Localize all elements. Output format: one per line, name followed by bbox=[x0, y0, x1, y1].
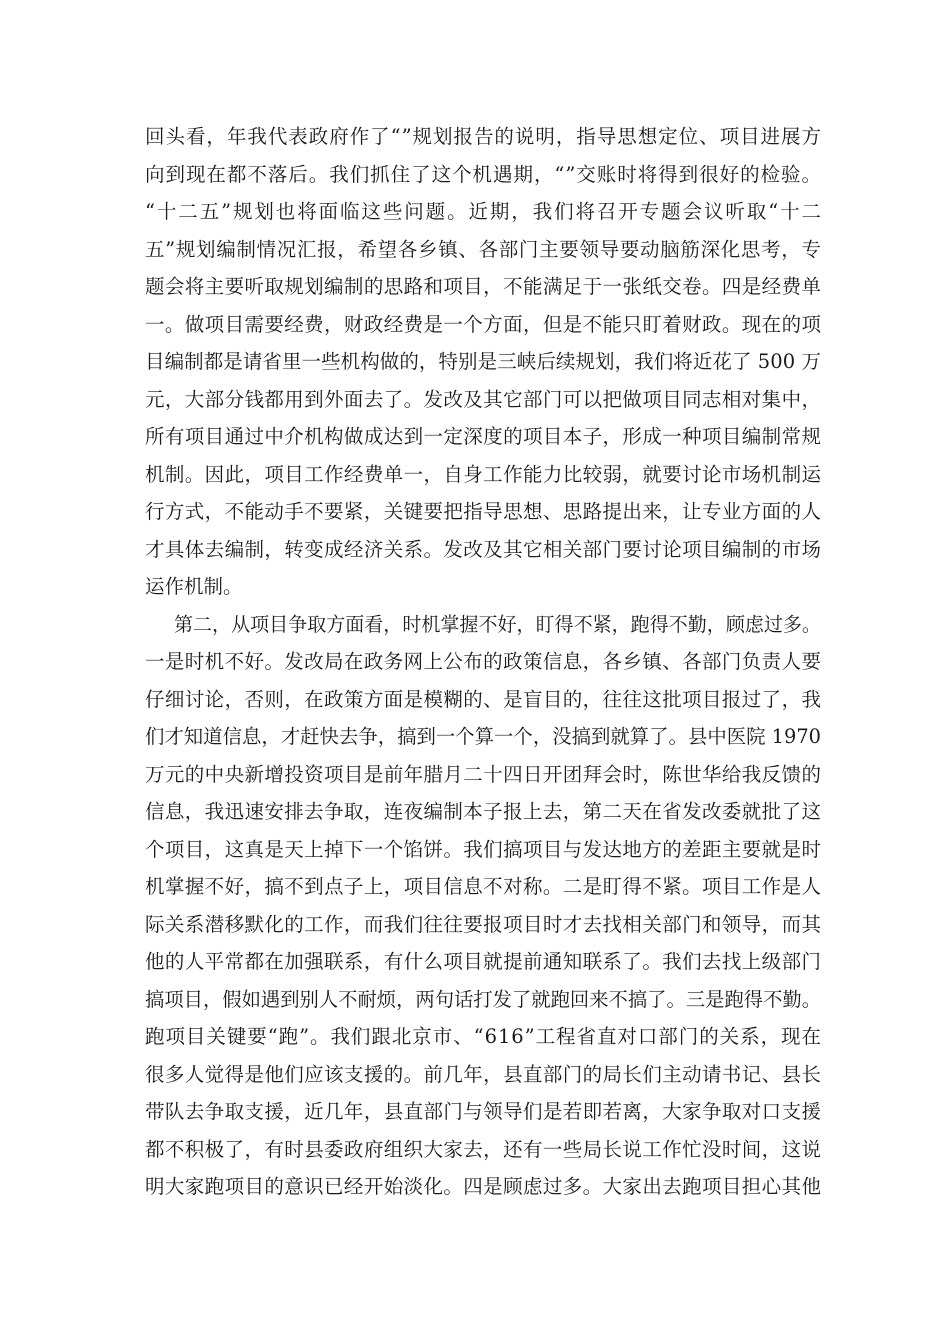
text-line: 运作机制。 bbox=[145, 575, 243, 598]
text-line: 跑项目关键要“跑”。我们跟北京市、“616”工程省直对口部门的关系，现在 bbox=[145, 1025, 822, 1048]
text-line: 一是时机不好。发改局在政务网上公布的政策信息，各乡镇、各部门负责人要 bbox=[145, 650, 822, 673]
text-line: 很多人觉得是他们应该支援的。前几年，县直部门的局长们主动请书记、县长 bbox=[145, 1062, 822, 1086]
text-line: 题会将主要听取规划编制的思路和项目，不能满足于一张纸交卷。四是经费单 bbox=[145, 275, 822, 298]
text-line: 所有项目通过中介机构做成达到一定深度的项目本子，形成一种项目编制常规 bbox=[145, 425, 822, 448]
text-line: 元，大部分钱都用到外面去了。发改及其它部门可以把做项目同志相对集中， bbox=[145, 387, 822, 411]
text-line: 带队去争取支援，近几年，县直部门与领导们是若即若离，大家争取对口支援 bbox=[145, 1100, 822, 1123]
text-line: 一。做项目需要经费，财政经费是一个方面，但是不能只盯着财政。现在的项 bbox=[145, 312, 822, 336]
text-line: 他的人平常都在加强联系，有什么项目就提前通知联系了。我们去找上级部门 bbox=[145, 950, 822, 973]
text-line: 个项目，这真是天上掉下一个馅饼。我们搞项目与发达地方的差距主要就是时 bbox=[145, 837, 822, 861]
text-line: 仔细讨论，否则，在政策方面是模糊的、是盲目的，往往这批项目报过了，我 bbox=[145, 687, 822, 711]
text-line: 目编制都是请省里一些机构做的，特别是三峡后续规划，我们将近花了 500 万 bbox=[145, 350, 822, 373]
text-line: 五”规划编制情况汇报，希望各乡镇、各部门主要领导要动脑筋深化思考，专 bbox=[145, 237, 822, 261]
text-line: 都不积极了，有时县委政府组织大家去，还有一些局长说工作忙没时间，这说 bbox=[145, 1137, 822, 1161]
text-line: 际关系潜移默化的工作，而我们往往要报项目时才去找相关部门和领导，而其 bbox=[145, 912, 822, 936]
text-line: 行方式，不能动手不要紧，关键要把指导思想、思路提出来，让专业方面的人 bbox=[145, 500, 822, 523]
text-line: “十二五”规划也将面临这些问题。近期，我们将召开专题会议听取“十二 bbox=[145, 200, 823, 223]
text-line: 信息，我迅速安排去争取，连夜编制本子报上去，第二天在省发改委就批了这 bbox=[145, 800, 822, 823]
text-line: 搞项目，假如遇到别人不耐烦，两句话打发了就跑回来不搞了。三是跑得不勤。 bbox=[145, 987, 822, 1011]
text-line: 万元的中央新增投资项目是前年腊月二十四日开团拜会时，陈世华给我反馈的 bbox=[145, 762, 822, 786]
text-line: 明大家跑项目的意识已经开始淡化。四是顾虑过多。大家出去跑项目担心其他 bbox=[145, 1175, 822, 1198]
text-line: 才具体去编制，转变成经济关系。发改及其它相关部门要讨论项目编制的市场 bbox=[145, 537, 822, 561]
body-text bbox=[145, 118, 825, 1206]
text-line: 机掌握不好，搞不到点子上，项目信息不对称。二是盯得不紧。项目工作是人 bbox=[145, 875, 822, 898]
text-line: 们才知道信息，才赶快去争，搞到一个算一个，没搞到就算了。县中医院 1970 bbox=[145, 725, 822, 748]
text-line: 回头看，年我代表政府作了“”规划报告的说明，指导思想定位、项目进展方 bbox=[145, 125, 822, 148]
text-line: 机制。因此，项目工作经费单一，自身工作能力比较弱，就要讨论市场机制运 bbox=[145, 462, 822, 486]
text-line: 向到现在都不落后。我们抓住了这个机遇期，“”交账时将得到很好的检验。 bbox=[145, 162, 822, 186]
text-line: 第二，从项目争取方面看，时机掌握不好，盯得不紧，跑得不勤，顾虑过多。 bbox=[174, 612, 821, 636]
